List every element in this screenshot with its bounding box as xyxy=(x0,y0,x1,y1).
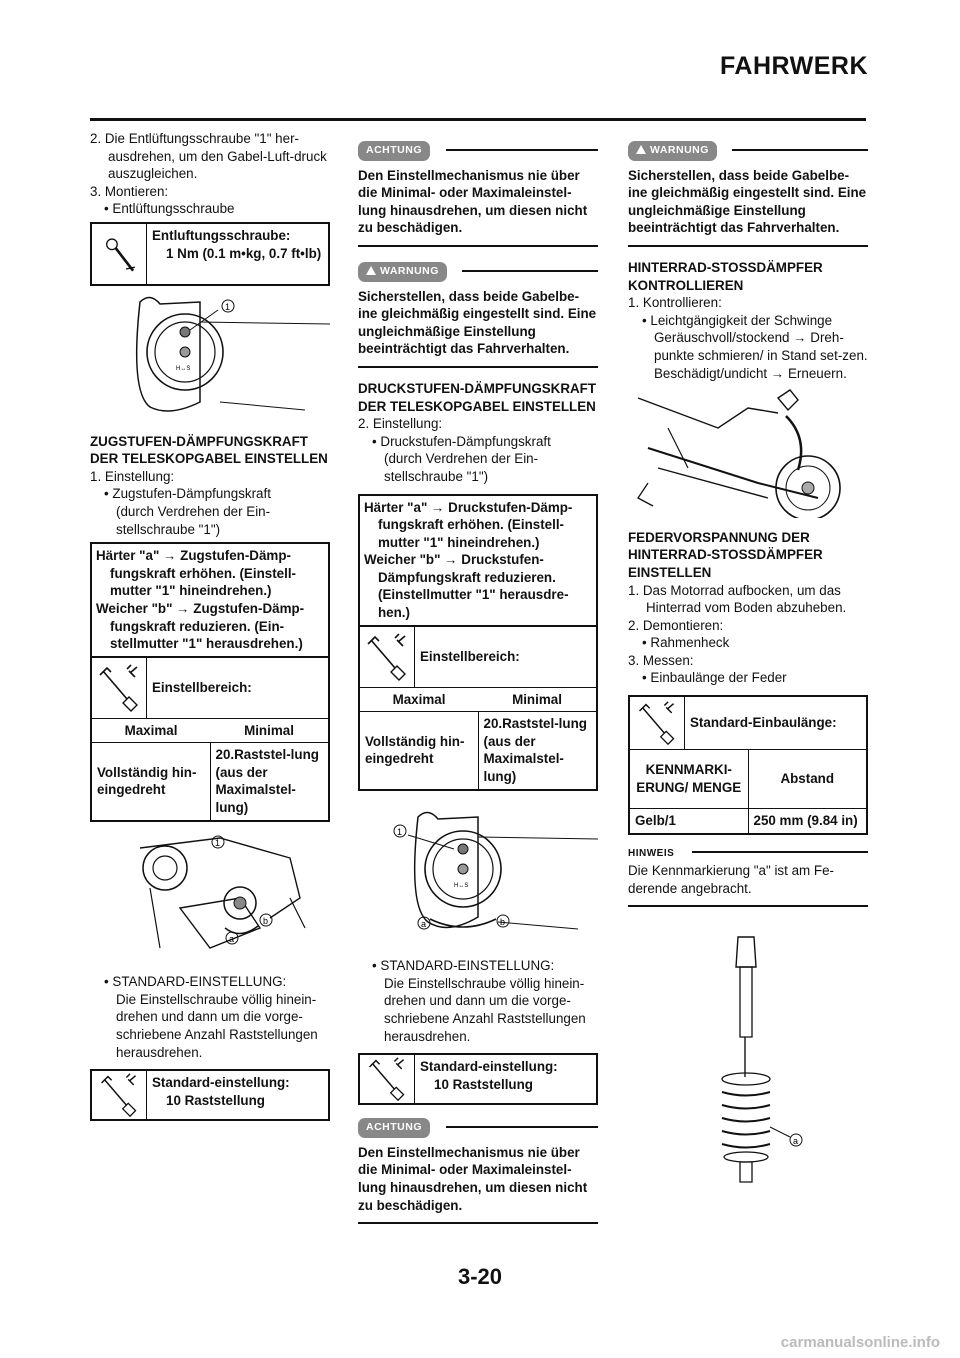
warning-icon xyxy=(636,145,646,154)
spring-mark-value: Gelb/1 xyxy=(635,813,676,829)
shock-absorber-figure xyxy=(628,927,868,1192)
torque-spec-box xyxy=(90,222,330,286)
caution-text: Den Einstellmechanismus nie über die Minimal- oder Maximaleinstel-lung hinausdrehen, um diesen nicht zu beschädigen. xyxy=(358,167,588,236)
swingarm-figure xyxy=(628,388,868,523)
torque-wrench-icon xyxy=(92,224,147,284)
fig2-label-1: 1 xyxy=(215,837,221,848)
preload-step-2: 2. Demontieren: xyxy=(628,617,724,633)
compression-adjuster-figure xyxy=(358,797,598,952)
spec1-value: 1 Nm (0.1 m•kg, 0.7 ft•lb) xyxy=(166,245,322,261)
column-3 xyxy=(628,130,868,1198)
step-2-note: (durch Verdrehen der Ein-stellschraube "1") xyxy=(384,451,539,484)
softer-text: Weicher "b" → Zugstufen-Dämp-fungskraft reduzieren. (Ein-stellmutter "1" herausdrehen.) xyxy=(96,600,305,652)
std-title: Standard-einstellung: xyxy=(152,1075,290,1091)
compression-adjust-box xyxy=(358,494,598,627)
caliper-icon xyxy=(360,1055,415,1103)
range-min-value: 20.Raststel-lung (aus der Maximalstel-lung) xyxy=(478,712,597,788)
range-title: Einstellbereich: xyxy=(420,648,520,664)
column-1 xyxy=(90,130,330,1121)
step-2-item: • Druckstufen-Dämpfungskraft xyxy=(372,433,551,449)
section-heading-rebound: ZUGSTUFEN-DÄMPFUNGSKRAFT DER TELESKOPGABEL EINSTELLEN xyxy=(90,433,328,467)
std-title: Standard-einstellung: xyxy=(420,1059,558,1075)
step-1: 1. Kontrollieren: xyxy=(628,295,722,311)
step-1-note-2: Beschädigt/undicht → Erneuern. xyxy=(654,365,847,381)
spring-header-distance: Abstand xyxy=(748,750,867,808)
harder-text: Härter "a" → Druckstufen-Dämp-fungskraft erhöhen. (Einstell-mutter "1" hineindrehen.) xyxy=(364,499,573,550)
spring-spec-title: Standard-Einbaulänge: xyxy=(690,715,837,731)
step-2: 2. Einstellung: xyxy=(358,416,443,432)
fig2-label-a: a xyxy=(229,933,235,944)
step-3: 3. Montieren: xyxy=(90,183,169,199)
preload-step-3: 3. Messen: xyxy=(628,652,694,668)
harder-text: Härter "a" → Zugstufen-Dämp-fungskraft erhöhen. (Einstell-mutter "1" hineindrehen.) xyxy=(96,548,296,599)
header-title: FAHRWERK xyxy=(720,52,868,80)
std-value: 10 Raststellung xyxy=(166,1092,265,1108)
range-title: Einstellbereich: xyxy=(152,679,252,695)
standard-setting-text: Die Einstellschraube völlig hinein-drehen und dann um die vorge-schriebene Anzahl Raststellungen herausdrehen. xyxy=(116,991,318,1060)
caliper-icon xyxy=(92,658,147,718)
fig1-dial-text: H↔S xyxy=(176,365,191,372)
range-header-max: Maximal xyxy=(124,722,178,738)
caliper-icon xyxy=(92,1071,147,1119)
note-block xyxy=(628,843,868,908)
step-1-note: (durch Verdrehen der Ein-stellschraube "1") xyxy=(116,503,271,537)
rebound-adjuster-figure xyxy=(90,828,330,968)
range-header-min: Minimal xyxy=(244,722,294,738)
fig-dial-text: H↔S xyxy=(454,882,469,889)
range-header-min: Minimal xyxy=(512,691,562,707)
standard-setting-item: • STANDARD-EINSTELLUNG: xyxy=(372,958,555,974)
caliper-icon xyxy=(630,697,685,749)
rebound-range-box xyxy=(90,658,330,822)
fig-label-1: 1 xyxy=(397,826,403,837)
spring-length-box xyxy=(628,695,868,835)
preload-step-1: 1. Das Motorrad aufbocken, um das Hinterrad vom Boden abzuheben. xyxy=(628,582,847,616)
softer-text: Weicher "b" → Druckstufen-Dämpfungskraft reduzieren. (Einstellmutter "1" herausdre-hen.) xyxy=(364,552,569,621)
watermark: carmanualsonline.info xyxy=(780,1334,940,1351)
standard-setting-text: Die Einstellschraube völlig hinein-drehen und dann um die vorge-schriebene Anzahl Raststellungen herausdrehen. xyxy=(384,975,586,1044)
fig1-label-1: 1 xyxy=(225,301,231,312)
column-2 xyxy=(358,130,598,1224)
step-2: 2. Die Entlüftungsschraube "1" her-ausdrehen, um den Gabel-Luft-druck auszugleichen. xyxy=(90,131,327,182)
standard-setting-box xyxy=(90,1069,330,1121)
rebound-adjust-box xyxy=(90,542,330,658)
range-max-value: Vollständig hin-eingedreht xyxy=(97,764,197,798)
section-heading-compression: DRUCKSTUFEN-DÄMPFUNGSKRAFT DER TELESKOPGABEL EINSTELLEN xyxy=(358,380,597,414)
fig-label-a: a xyxy=(793,1136,799,1147)
step-1: 1. Einstellung: xyxy=(90,468,175,484)
std-value: 10 Raststellung xyxy=(434,1076,533,1092)
section-heading-preload: FEDERVORSPANNUNG DER HINTERRAD-STOSSDÄMPFER EINSTELLEN xyxy=(628,529,823,580)
standard-setting-item: • STANDARD-EINSTELLUNG: xyxy=(104,974,287,990)
fig2-label-b: b xyxy=(263,915,269,926)
caution-block-2 xyxy=(358,1117,598,1224)
page-number: 3-20 xyxy=(457,1264,503,1289)
caution-label: ACHTUNG xyxy=(358,141,430,161)
step-1-note-1: Geräuschvoll/stockend → Dreh-punkte schmieren/ in Stand set-zen. xyxy=(654,330,868,363)
step-3-item: • Entlüftungsschraube xyxy=(104,201,235,217)
caution-label: ACHTUNG xyxy=(358,1118,430,1138)
warning-text: Sicherstellen, dass beide Gabelbe-ine gleichmäßig eingestellt sind. Eine ungleichmäßige Einstellung beeinträchtigt das Fahrverhalten. xyxy=(628,167,867,236)
spring-header-mark: KENNMARKI-ERUNG/ MENGE xyxy=(636,762,742,796)
preload-step-2-item: • Rahmenheck xyxy=(642,635,730,651)
spring-distance-value: 250 mm (9.84 in) xyxy=(748,809,867,833)
warning-icon xyxy=(366,266,376,275)
step-1-item: • Leichtgängigkeit der Schwinge xyxy=(642,312,833,328)
caution-text: Den Einstellmechanismus nie über die Minimal- oder Maximaleinstel-lung hinausdrehen, um diesen nicht zu beschädigen. xyxy=(358,1144,588,1213)
warning-block xyxy=(628,140,868,247)
warning-label: WARNUNG xyxy=(650,144,709,156)
warning-label: WARNUNG xyxy=(380,264,439,277)
range-header-max: Maximal xyxy=(392,691,446,707)
note-text: Die Kennmarkierung "a" ist am Fe-derende angebracht. xyxy=(628,863,834,896)
caution-block xyxy=(358,140,598,247)
header-rule xyxy=(90,118,866,121)
note-label: HINWEIS xyxy=(628,847,675,859)
range-min-value: 20.Raststel-lung (aus der Maximalstel-lung) xyxy=(210,743,329,819)
standard-setting-box xyxy=(358,1053,598,1105)
warning-text: Sicherstellen, dass beide Gabelbe-ine gleichmäßig eingestellt sind. Eine ungleichmäßige Einstellung beeinträchtigt das Fahrverhalten. xyxy=(358,288,597,357)
range-max-value: Vollständig hin-eingedreht xyxy=(365,733,465,767)
caliper-icon xyxy=(360,627,415,687)
step-1-item: • Zugstufen-Dämpfungskraft xyxy=(104,486,271,502)
fig-label-a: a xyxy=(421,918,427,929)
warning-block xyxy=(358,261,598,368)
spec1-title: Entluftungsschraube: xyxy=(152,227,291,243)
section-heading-shock-check: HINTERRAD-STOSSDÄMPFER KONTROLLIEREN xyxy=(628,259,823,293)
preload-step-3-item: • Einbaulänge der Feder xyxy=(642,670,787,686)
compression-range-box xyxy=(358,627,598,791)
fig-label-b: b xyxy=(500,916,506,927)
bleed-screw-figure xyxy=(90,292,330,427)
